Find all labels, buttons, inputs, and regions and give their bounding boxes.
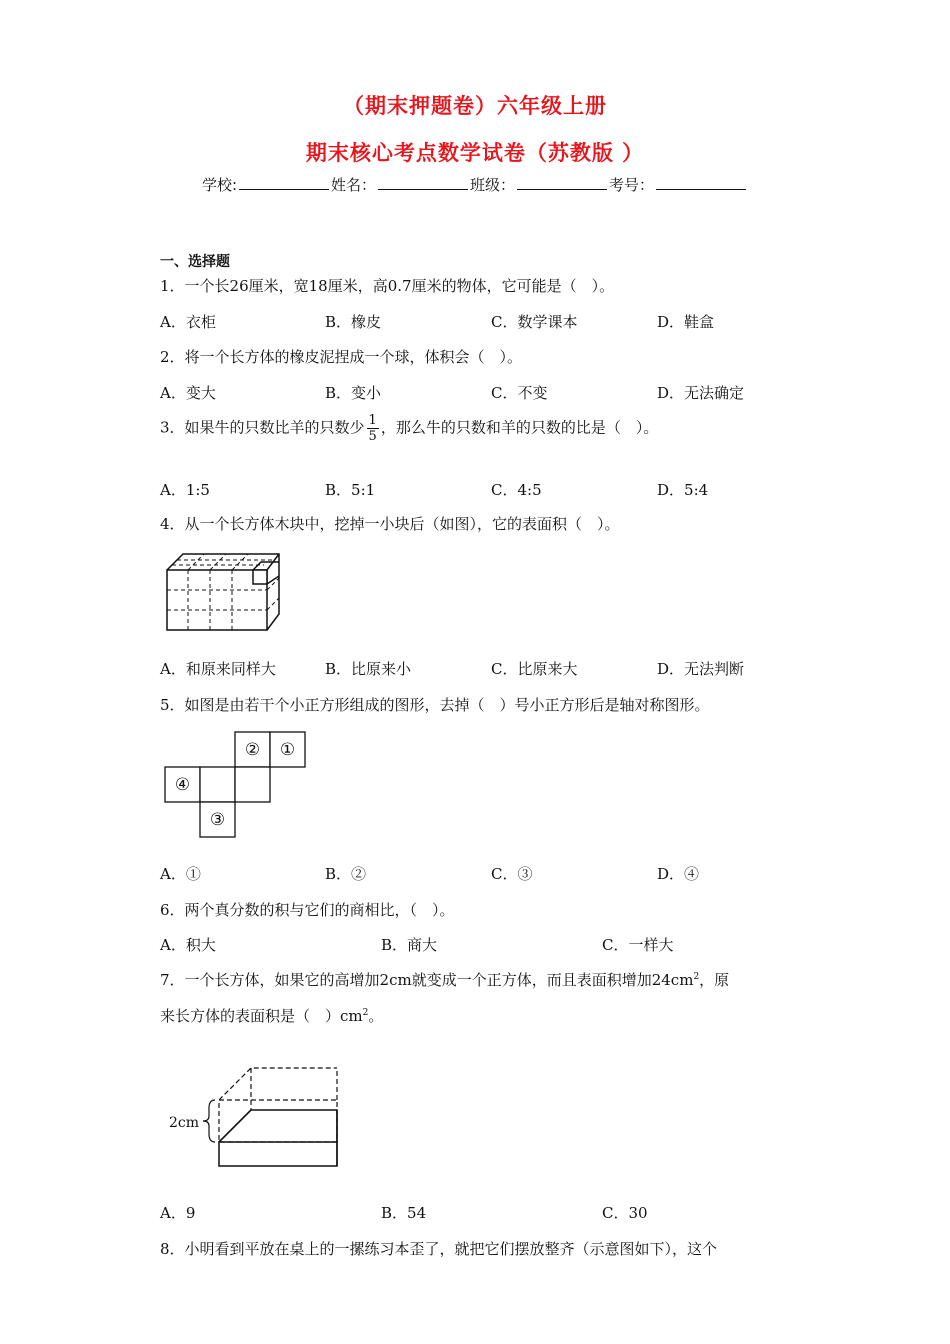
q7-line2-text: 来长方体的表面积是（ ）cm [160, 1007, 363, 1025]
name-label: 姓名： [331, 176, 377, 194]
student-info-line [0, 174, 950, 195]
square-1-label: ① [279, 740, 296, 760]
section-title: 一、选择题 [160, 254, 230, 270]
square-2-label: ② [244, 740, 261, 760]
q7-line1-tail: ，原 [699, 971, 730, 989]
question-5-options [160, 863, 800, 883]
q4-option-b[interactable]: B．比原来小 [325, 660, 412, 678]
class-label: 班级： [470, 176, 516, 194]
q7-figure-label: 2cm [169, 1115, 200, 1131]
q7-option-b[interactable]: B．54 [381, 1204, 427, 1222]
q4-option-c[interactable]: C．比原来大 [491, 660, 578, 678]
square-blank-b [235, 767, 270, 802]
question-2: 2．将一个长方体的橡皮泥捏成一个球，体积会（ ）。 [160, 348, 523, 366]
class-blank[interactable] [517, 175, 607, 190]
question-1: 1．一个长26厘米，宽18厘米，高0.7厘米的物体，它可能是（ ）。 [160, 277, 615, 295]
q3-option-c[interactable]: C．4:5 [491, 481, 542, 499]
question-5: 5．如图是由若干个小正方形组成的图形，去掉（ ）号小正方形后是轴对称图形。 [160, 696, 710, 714]
q3-option-a[interactable]: A．1:5 [160, 481, 210, 499]
q5-option-b[interactable]: B．② [325, 865, 367, 883]
q3-fraction [367, 413, 379, 444]
q4-option-d[interactable]: D．无法判断 [657, 660, 745, 678]
q1-option-d[interactable]: D．鞋盒 [657, 313, 715, 331]
q7-option-c[interactable]: C．30 [602, 1204, 648, 1222]
q5-option-c[interactable]: C．③ [491, 865, 533, 883]
question-7-line2 [160, 1005, 383, 1026]
q3-text-before: 3．如果牛的只数比羊的只数少 [160, 418, 365, 437]
question-8: 8．小明看到平放在桌上的一摞练习本歪了，就把它们摆放整齐（示意图如下），这个 [160, 1240, 718, 1258]
question-4-options [160, 658, 800, 678]
school-label: 学校: [201, 176, 237, 194]
square-blank-a [200, 767, 235, 802]
q1-option-a[interactable]: A．衣柜 [160, 313, 216, 331]
q7-line1-text: 7．一个长方体，如果它的高增加2cm就变成一个正方体，而且表面积增加24cm [160, 971, 694, 989]
question-4: 4．从一个长方体木块中，挖掉一小块后（如图），它的表面积（ ）。 [160, 515, 620, 533]
q3-fraction-numerator: 1 [368, 413, 377, 428]
question-3-options [160, 479, 800, 499]
question-2-options [160, 382, 800, 402]
q6-option-a[interactable]: A．积大 [160, 936, 216, 954]
question-6: 6．两个真分数的积与它们的商相比，（ ）。 [160, 901, 455, 919]
q6-option-c[interactable]: C．一样大 [602, 936, 674, 954]
name-blank[interactable] [378, 175, 468, 190]
q7-line2-sup: 2 [362, 1008, 369, 1018]
question-7-line1 [160, 969, 729, 990]
q7-line2-tail: 。 [368, 1007, 384, 1025]
number-label: 考号： [609, 176, 655, 194]
q5-squares-figure [163, 730, 309, 840]
q5-option-d[interactable]: D．④ [657, 865, 700, 883]
square-4-label: ④ [174, 775, 191, 795]
question-1-options [160, 311, 800, 331]
q2-option-b[interactable]: B．变小 [325, 384, 382, 402]
q4-cuboid-figure [163, 550, 285, 634]
q2-option-c[interactable]: C．不变 [491, 384, 548, 402]
school-blank[interactable] [239, 175, 329, 190]
number-blank[interactable] [656, 175, 746, 190]
q7-line1-sup: 2 [693, 972, 700, 982]
q4-option-a[interactable]: A．和原来同样大 [160, 660, 276, 678]
q2-option-d[interactable]: D．无法确定 [657, 384, 745, 402]
q7-option-a[interactable]: A．9 [160, 1204, 196, 1222]
square-3-label: ③ [209, 810, 226, 830]
q1-option-b[interactable]: B．橡皮 [325, 313, 382, 331]
question-7-options [160, 1202, 800, 1222]
question-6-options [160, 934, 800, 954]
page-title-line1: （期末押题卷）六年级上册 [343, 94, 607, 118]
q3-option-d[interactable]: D．5:4 [657, 481, 709, 499]
q2-option-a[interactable]: A．变大 [160, 384, 216, 402]
page-title-line2: 期末核心考点数学试卷（苏教版 ） [305, 141, 645, 165]
q1-option-c[interactable]: C．数学课本 [491, 313, 578, 331]
q3-text-after: ，那么牛的只数和羊的只数的比是（ ）。 [380, 418, 659, 437]
q6-option-b[interactable]: B．商大 [381, 936, 438, 954]
q3-option-b[interactable]: B．5:1 [325, 481, 376, 499]
q7-cuboid-figure [163, 1062, 343, 1168]
q5-option-a[interactable]: A．① [160, 865, 201, 883]
question-3 [160, 413, 658, 444]
q3-fraction-denominator: 5 [368, 429, 377, 444]
